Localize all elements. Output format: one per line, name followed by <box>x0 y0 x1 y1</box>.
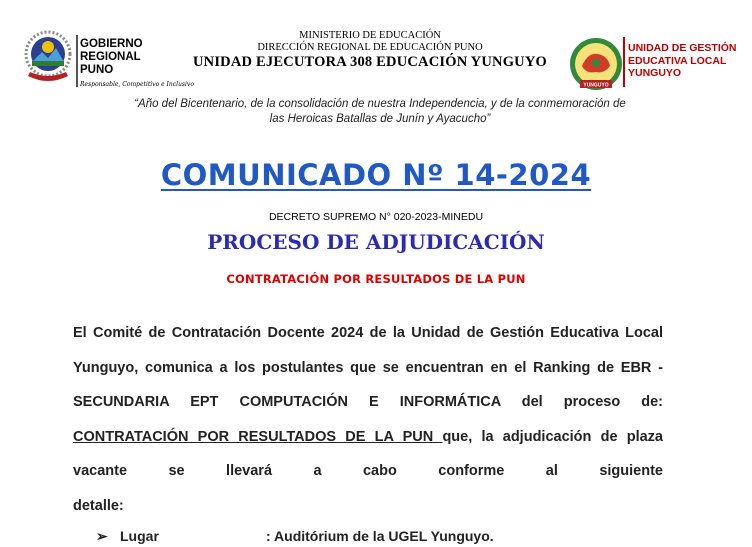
gov-line-3: PUNO <box>80 64 114 76</box>
header-divider-left <box>76 35 78 87</box>
institution-header <box>160 30 580 71</box>
body-part-1: El Comité de Contratación Docente 2024 de la Unidad de Gestión Educativa Local Yunguyo, comunica a los postulantes que se encuentran en el Ranking de EBR - SECUNDARIA EPT COMPUTACIÓN E INFORMÁTICA del proceso de: <box>73 325 663 410</box>
ugel-line-3: YUNGUYO <box>628 67 682 79</box>
detail-value: : Auditórium de la UGEL Yunguyo. <box>266 528 494 544</box>
ugel-line-2: EDUCATIVA LOCAL <box>628 54 727 67</box>
detail-item <box>96 528 494 545</box>
ministry-name: MINISTERIO DE EDUCACIÓN <box>299 30 441 41</box>
gov-line-2: REGIONAL <box>80 51 141 63</box>
detail-label: Lugar <box>120 528 159 544</box>
ugel-line-1: UNIDAD DE GESTIÓN <box>628 42 737 54</box>
body-paragraph <box>73 316 663 523</box>
process-subtitle: CONTRATACIÓN POR RESULTADOS DE LA PUN <box>226 272 526 286</box>
body-part-2: que, la adjudicación de plaza vacante se llevará a cabo conforme al siguiente <box>73 428 663 479</box>
document-title <box>0 158 752 192</box>
regional-direction: DIRECCIÓN REGIONAL DE EDUCACIÓN PUNO <box>257 42 483 53</box>
seal-text: YUNGUYO <box>583 82 609 89</box>
header-divider-right <box>623 37 625 87</box>
year-motto <box>70 97 690 127</box>
gobierno-regional-puno-logo <box>22 28 74 86</box>
arrow-bullet-icon: ➢ <box>96 528 108 544</box>
gov-slogan: Responsable, Competitivo e Inclusivo <box>80 81 194 88</box>
year-motto-line-1: “Año del Bicentenario, de la consolidación de nuestra Independencia, y de la conmemoración de <box>134 98 626 110</box>
process-heading: PROCESO DE ADJUDICACIÓN <box>207 230 545 254</box>
document-title-text: COMUNICADO Nº 14-2024 <box>160 158 592 192</box>
ugel-yunguyo-seal-logo <box>568 36 624 92</box>
executing-unit: UNIDAD EJECUTORA 308 EDUCACIÓN YUNGUYO <box>192 54 547 70</box>
body-last-line: detalle: <box>73 497 124 514</box>
year-motto-line-2: las Heroicas Batallas de Junín y Ayacucho” <box>269 113 491 125</box>
decree-reference: DECRETO SUPREMO N° 020-2023-MINEDU <box>268 211 484 223</box>
gov-line-1: GOBIERNO <box>80 38 143 50</box>
ugel-name <box>628 42 737 80</box>
body-underlined-phrase: CONTRATACIÓN POR RESULTADOS DE LA PUN <box>73 428 443 445</box>
